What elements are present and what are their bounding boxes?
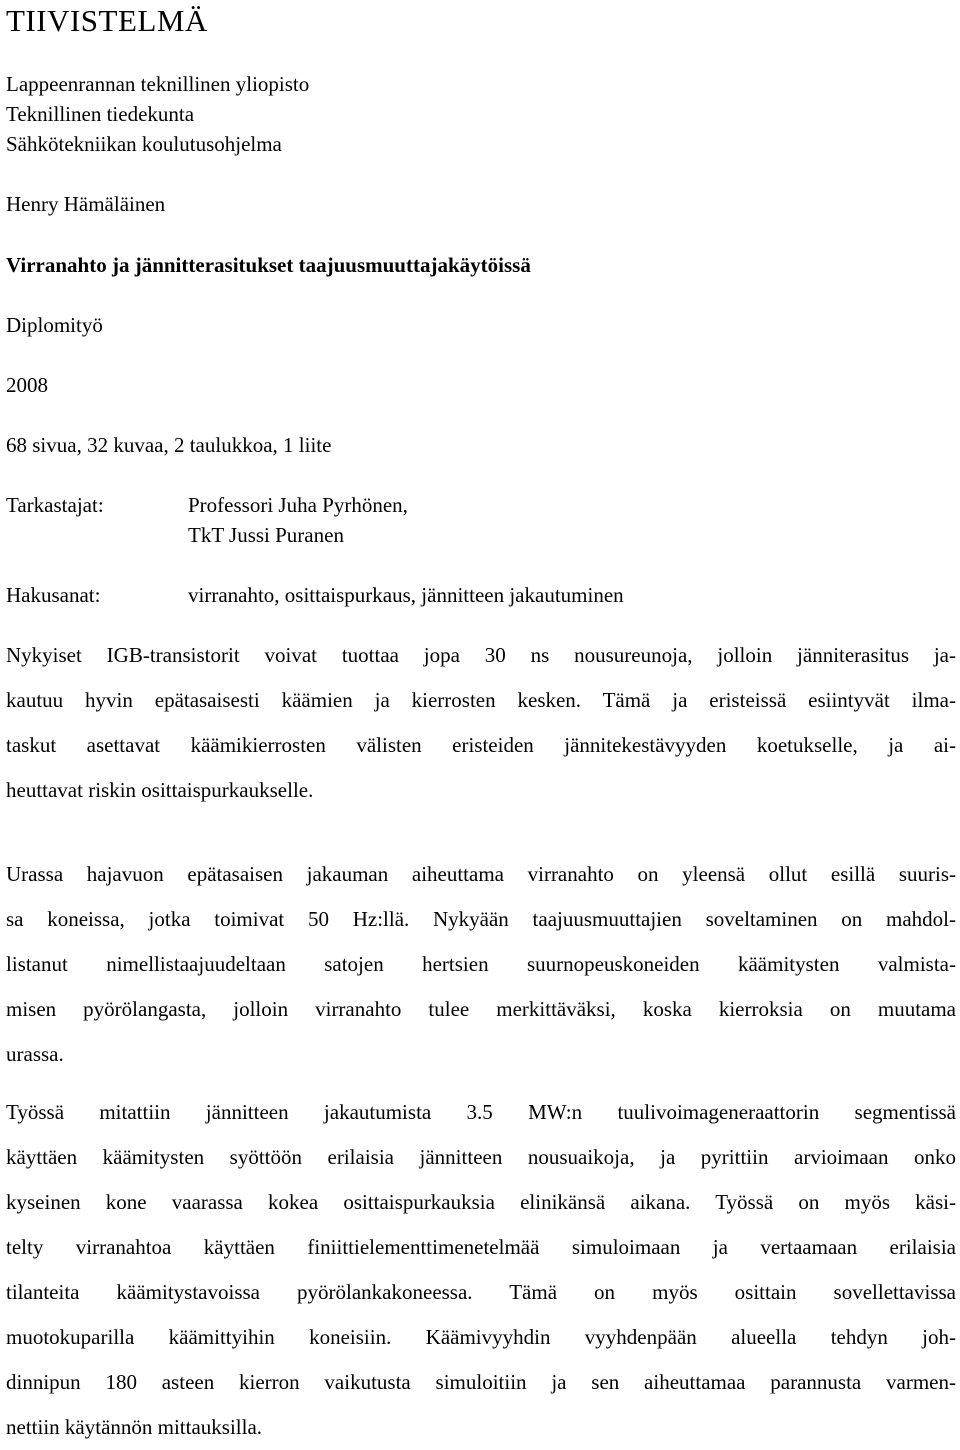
keywords-label: Hakusanat: bbox=[6, 583, 101, 607]
thesis-year: 2008 bbox=[6, 373, 48, 397]
faculty: Teknillinen tiedekunta bbox=[6, 102, 195, 126]
page-title: TIIVISTELMÄ bbox=[6, 3, 208, 38]
paragraph-3 bbox=[6, 1090, 956, 1450]
paragraph-line: kyseinen kone vaarassa kokea osittaispurkauksia elinikänsä aikana. Työssä on myös käsi- bbox=[6, 1190, 956, 1214]
paragraph-line: urassa. bbox=[6, 1042, 64, 1066]
paragraph-line: muotokuparilla käämittyihin koneisiin. Käämivyyhdin vyyhdenpään alueella tehdyn joh- bbox=[6, 1325, 956, 1349]
university: Lappeenrannan teknillinen yliopisto bbox=[6, 72, 310, 96]
paragraph-line: kautuu hyvin epätasaisesti käämien ja kierrosten kesken. Tämä ja eristeissä esiintyvät ilma- bbox=[6, 688, 956, 712]
paragraph-line: taskut asettavat käämikierrosten välisten eristeiden jännitekestävyyden koetukselle, ja ai- bbox=[6, 733, 956, 757]
paragraph-line: käyttäen käämitysten syöttöön erilaisia jännitteen nousuaikoja, ja pyrittiin arvioimaan onko bbox=[6, 1145, 956, 1169]
paragraph-line: Nykyiset IGB-transistorit voivat tuottaa jopa 30 ns nousureunoja, jolloin jänniterasitus ja- bbox=[6, 643, 956, 667]
paragraph-line: nettiin käytännön mittauksilla. bbox=[6, 1415, 263, 1439]
paragraph-line: Työssä mitattiin jännitteen jakautumista 3.5 MW:n tuulivoimageneraattorin segmentissä bbox=[6, 1100, 956, 1124]
paragraph-line: Urassa hajavuon epätasaisen jakauman aiheuttama virranahto on yleensä ollut esillä suuris- bbox=[6, 862, 956, 886]
paragraph-line: sa koneissa, jotka toimivat 50 Hz:llä. Nykyään taajuusmuuttajien soveltaminen on mahdol- bbox=[6, 907, 956, 931]
examiner-1: Professori Juha Pyrhönen, bbox=[188, 493, 408, 517]
examiner-2: TkT Jussi Puranen bbox=[188, 523, 344, 547]
paragraph-line: dinnipun 180 asteen kierron vaikutusta simuloitiin ja sen aiheuttamaa parannusta varmen- bbox=[6, 1370, 956, 1394]
paragraph-1 bbox=[6, 633, 956, 813]
thesis-extent: 68 sivua, 32 kuvaa, 2 taulukkoa, 1 liite bbox=[6, 433, 332, 457]
degree-program: Sähkötekniikan koulutusohjelma bbox=[6, 132, 282, 156]
thesis-type: Diplomityö bbox=[6, 313, 103, 337]
paragraph-line: heuttavat riskin osittaispurkaukselle. bbox=[6, 778, 314, 802]
paragraph-line: misen pyörölangasta, jolloin virranahto tulee merkittäväksi, koska kierroksia on muutama bbox=[6, 997, 956, 1021]
paragraph-2 bbox=[6, 852, 956, 1077]
paragraph-line: tilanteita käämitystavoissa pyörölankakoneessa. Tämä on myös osittain sovellettavissa bbox=[6, 1280, 956, 1304]
keywords-value: virranahto, osittaispurkaus, jännitteen jakautuminen bbox=[188, 583, 624, 607]
thesis-title: Virranahto ja jännitterasitukset taajuusmuuttajakäytöissä bbox=[6, 253, 531, 277]
examiners-label: Tarkastajat: bbox=[6, 493, 104, 517]
author-name: Henry Hämäläinen bbox=[6, 192, 166, 216]
paragraph-line: listanut nimellistaajuudeltaan satojen hertsien suurnopeuskoneiden käämitysten valmista- bbox=[6, 952, 956, 976]
paragraph-line: telty virranahtoa käyttäen finiittielementtimenetelmää simuloimaan ja vertaamaan erilaisia bbox=[6, 1235, 956, 1259]
